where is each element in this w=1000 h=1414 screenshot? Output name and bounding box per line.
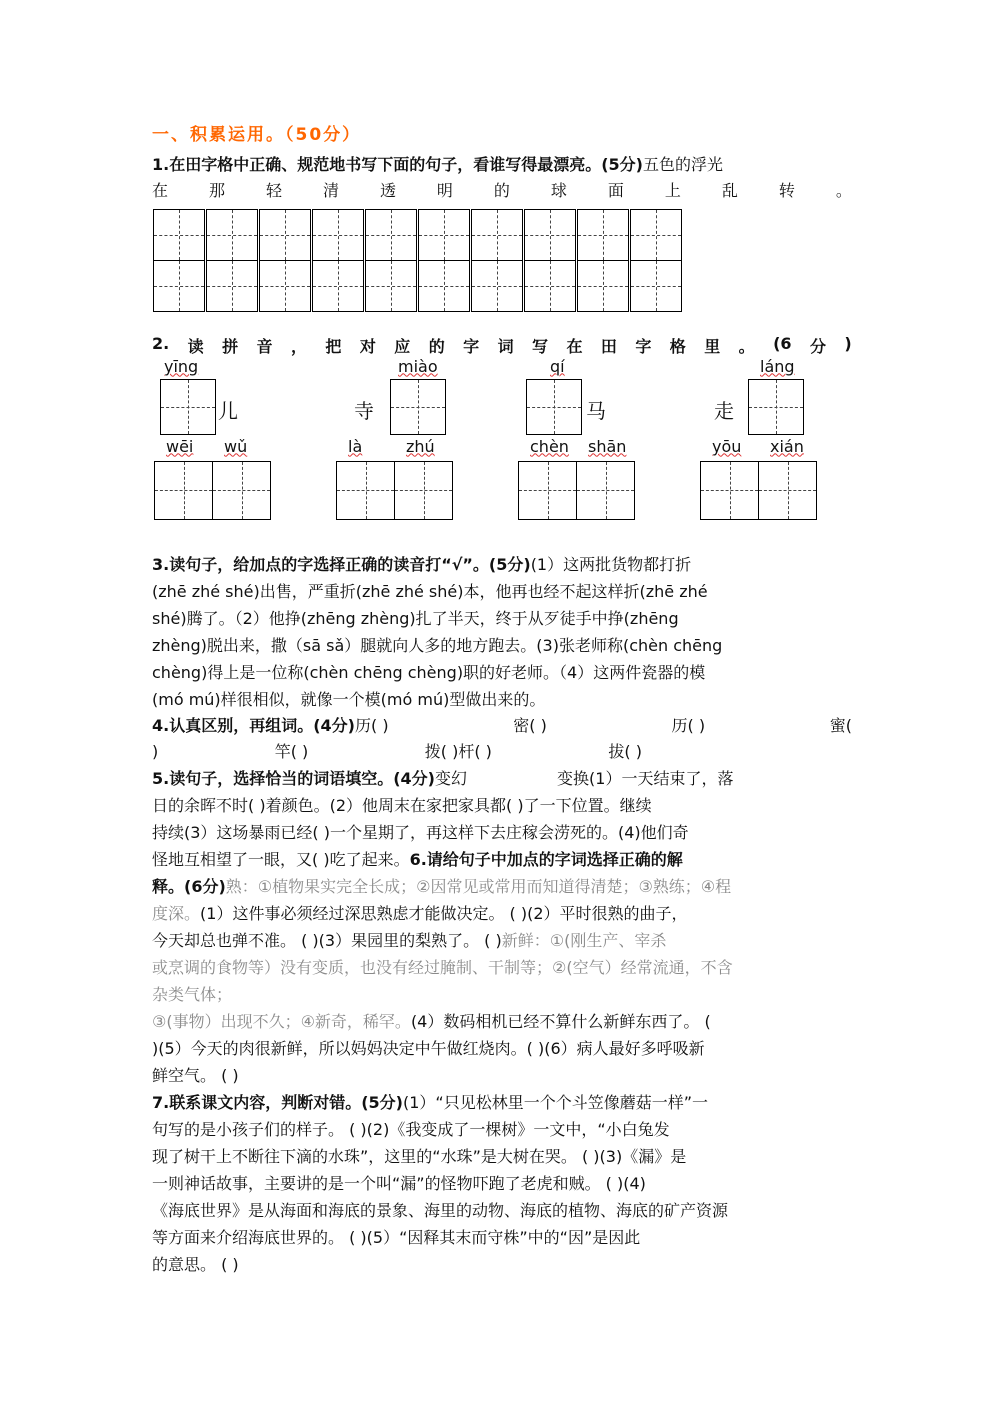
q3-title: 3.读句子，给加点的字选择正确的读音打“√”。(5分) (152, 554, 531, 574)
q5-word-2: 变换 (557, 768, 590, 788)
q7-line-7: 的意思。 ( ) (152, 1254, 239, 1274)
q7-line-5: 《海底世界》是从海面和海底的景象、海里的动物、海底的植物、海底的矿产资源 (152, 1200, 729, 1220)
q4-line-1: 4.认真区别，再组词。(4分)历( ) 密( ) 历( ) 蜜( (152, 715, 852, 735)
q3-line-6: (mó mú)样很相似，就像一个模(mó mú)型做出来的。 (152, 689, 546, 709)
pinyin-label: wǔ (224, 436, 248, 456)
q3-line-1: 3.读句子，给加点的字选择正确的读音打“√”。(5分)(1）这两批货物都打折 (152, 554, 692, 574)
grid-cell[interactable] (259, 260, 311, 312)
q5-word-1: 变幻 (434, 768, 467, 788)
q1-text-start: 五色的浮光 (642, 155, 723, 174)
q6-line-6: ③(事物）出现不久；④新奇，稀罕。(4）数码相机已经不算什么新鲜东西了。 ( (152, 1011, 711, 1031)
grid-cell[interactable] (418, 209, 470, 261)
q2-title-char: (6 (773, 333, 792, 353)
tianzige-box[interactable] (394, 461, 453, 520)
q2-title-char: 写 (532, 336, 549, 356)
q2-title (152, 334, 852, 357)
q7-line-6: 等方面来介绍海底世界的。 ( )(5）“因释其末而守株”中的“因”是因此 (152, 1227, 641, 1247)
q4-line-2: ) 竿( ) 拨( )杆( ) 拔( ) (152, 741, 642, 761)
q6-title: 6.请给句子中加点的字词选择正确的解 (409, 849, 683, 869)
q1-char: 。 (835, 181, 852, 200)
q1-char: 那 (208, 181, 225, 200)
pinyin-label: miào (398, 356, 438, 376)
grid-cell[interactable] (418, 260, 470, 312)
grid-cell[interactable] (206, 260, 258, 312)
q2-title-char: 拼 (222, 336, 239, 356)
q6-line-2: 度深。(1）这件事必须经过深思熟虑才能做决定。 ( )(2）平时很熟的曲子， (152, 903, 688, 923)
q6-def-2: 新鲜：①(刚生产、宰杀 (501, 930, 667, 950)
q5-title: 5.读句子，选择恰当的词语填空。(4分) (152, 768, 435, 788)
q2-title-char: ， (290, 336, 307, 356)
q6-line-1: 释。(6分)熟：①植物果实完全长成；②因常见或常用而知道得清楚；③熟练；④程 (152, 876, 732, 896)
q4-title: 4.认真区别，再组词。(4分) (152, 715, 355, 735)
grid-cell[interactable] (524, 260, 576, 312)
q5-line-2: 日的余晖不时( )着颜色。(2）他周末在家把家具都( )了一下位置。继续 (152, 795, 652, 815)
q5-q6-line: 怪地互相望了一眼，又( )吃了起来。6.请给句子中加点的字词选择正确的解 (152, 849, 683, 869)
q6-def-1: 熟：①植物果实完全长成；②因常见或常用而知道得清楚；③熟练；④程 (225, 876, 732, 896)
q2-title-char: 读 (187, 336, 204, 356)
q2-title-char: 分 (809, 336, 826, 356)
tianzige-box[interactable] (518, 461, 577, 520)
q7-line-4: 一则神话故事，主要讲的是一个叫“漏”的怪物吓跑了老虎和贼。 ( )(4) (152, 1173, 646, 1193)
q2-title-char: 对 (359, 336, 376, 356)
q6-line-5: 杂类气体； (152, 984, 233, 1004)
q1-char: 球 (550, 181, 567, 200)
tianzige-box[interactable] (154, 461, 213, 520)
pinyin-label: xián (770, 436, 804, 456)
grid-cell[interactable] (153, 209, 205, 261)
q1-char: 明 (436, 181, 453, 200)
pinyin-label: chèn (530, 436, 569, 456)
q1-char: 转 (778, 181, 795, 200)
q7-line-1: 7.联系课文内容，判断对错。(5分)(1）“只见松林里一个个斗笠像蘑菇一样”一 (152, 1092, 708, 1112)
tianzige-box[interactable] (160, 379, 216, 435)
q2-title-char: 在 (566, 336, 583, 356)
q2-title-char: ) (844, 333, 852, 353)
q2-title-char: 田 (600, 336, 617, 356)
pinyin-row-2 (152, 437, 852, 535)
q7-line-3: 现了树干上不断往下滴的水珠”，这里的“水珠”是大树在哭。 ( )(3)《漏》是 (152, 1146, 687, 1166)
tianzige-box[interactable] (758, 461, 817, 520)
pinyin-label: qí (550, 356, 565, 376)
tianzige-box[interactable] (212, 461, 271, 520)
q3-line-3: shé)腾了。（2）他挣(zhēng zhèng)扎了半天，终于从歹徒手中挣(zhēng (152, 608, 679, 628)
q3-line-5: chèng)得上是一位称(chèn chēng chèng)职的好老师。（4）这两件瓷器的模 (152, 662, 706, 682)
grid-cell[interactable] (524, 209, 576, 261)
pinyin-label: yōu (712, 436, 742, 456)
given-char: 马 (586, 398, 606, 423)
grid-cell[interactable] (259, 209, 311, 261)
q7-line-2: 句写的是小孩子们的样子。 ( )(2)《我变成了一棵树》一文中，“小白兔发 (152, 1119, 670, 1139)
q1-char: 乱 (721, 181, 738, 200)
grid-cell[interactable] (630, 209, 682, 261)
grid-cell[interactable] (577, 209, 629, 261)
q5-line-1: 5.读句子，选择恰当的词语填空。(4分)变幻 变换(1）一天结束了，落 (152, 768, 734, 788)
grid-cell[interactable] (577, 260, 629, 312)
q1-char: 的 (493, 181, 510, 200)
q7-title: 7.联系课文内容，判断对错。(5分) (152, 1092, 403, 1112)
q6-line-4: 或烹调的食物等）没有变质，也没有经过腌制、干制等；②(空气）经常流通，不含 (152, 957, 733, 977)
grid-cell[interactable] (630, 260, 682, 312)
q5-line-3: 持续(3）这场暴雨已经( )一个星期了，再这样下去庄稼会涝死的。(4)他们奇 (152, 822, 689, 842)
tianzige-box[interactable] (526, 379, 582, 435)
pinyin-label: láng (760, 356, 795, 376)
q6-line-7: )(5）今天的肉很新鲜，所以妈妈决定中午做红烧肉。( )(6）病人最好多呼吸新 (152, 1038, 705, 1058)
q2-title-char: 的 (428, 336, 445, 356)
pinyin-label: shān (588, 436, 627, 456)
given-char: 儿 (218, 398, 238, 423)
tianzige-box[interactable] (390, 379, 446, 435)
q2-title-char: 2. (152, 333, 170, 353)
q1-char: 清 (322, 181, 339, 200)
pinyin-label: yīng (164, 356, 199, 376)
tianzige-box[interactable] (700, 461, 759, 520)
grid-cell[interactable] (365, 260, 417, 312)
grid-cell[interactable] (471, 260, 523, 312)
grid-cell[interactable] (365, 209, 417, 261)
q1-char: 面 (607, 181, 624, 200)
section-title: 一、积累运用。（50分） (152, 125, 362, 145)
pinyin-row-1 (152, 357, 852, 437)
grid-cell[interactable] (312, 260, 364, 312)
q2-title-char: 里 (704, 336, 721, 356)
q6-line-3: 今天却总也弹不准。 ( )(3）果园里的梨熟了。 ( )新鲜：①(刚生产、宰杀 (152, 930, 667, 950)
q1-char: 上 (664, 181, 681, 200)
pinyin-label: zhú (406, 436, 435, 456)
tianzige-box[interactable] (576, 461, 635, 520)
grid-cell[interactable] (471, 209, 523, 261)
q2-title-char: 应 (394, 336, 411, 356)
q2-title-char: 音 (256, 336, 273, 356)
q3-line-2: (zhē zhé shé)出售，严重折(zhē zhé shé)本，他再也经不起这样折(zhē zhé (152, 581, 708, 601)
q3-line-4: zhèng)脱出来，撒（sā sǎ）腿就向人多的地方跑去。(3)张老师称(chèn chēng (152, 635, 723, 655)
writing-grid (154, 210, 852, 312)
q2-title-char: 格 (669, 336, 686, 356)
q2-title-char: 把 (325, 336, 342, 356)
q2-title-char: 字 (463, 336, 480, 356)
pinyin-label: là (348, 436, 363, 456)
q1-char: 轻 (265, 181, 282, 200)
grid-cell[interactable] (153, 260, 205, 312)
given-char: 走 (714, 398, 734, 423)
q1-title-line (152, 151, 852, 178)
q1-char: 在 (152, 181, 169, 200)
q2-title-char: 。 (738, 336, 755, 356)
grid-cell[interactable] (206, 209, 258, 261)
q1-char: 透 (379, 181, 396, 200)
q1-sentence-spread (152, 178, 852, 204)
worksheet-page (152, 120, 852, 1278)
grid-cell[interactable] (312, 209, 364, 261)
pinyin-label: wēi (166, 436, 194, 456)
q6-line-8: 鲜空气。 ( ) (152, 1065, 239, 1085)
tianzige-box[interactable] (748, 379, 804, 435)
q2-title-char: 词 (497, 336, 514, 356)
q2-title-char: 字 (635, 336, 652, 356)
q1-title: 1.在田字格中正确、规范地书写下面的句子，看谁写得最漂亮。(5分) (152, 155, 643, 174)
given-char: 寺 (354, 398, 374, 423)
tianzige-box[interactable] (336, 461, 395, 520)
